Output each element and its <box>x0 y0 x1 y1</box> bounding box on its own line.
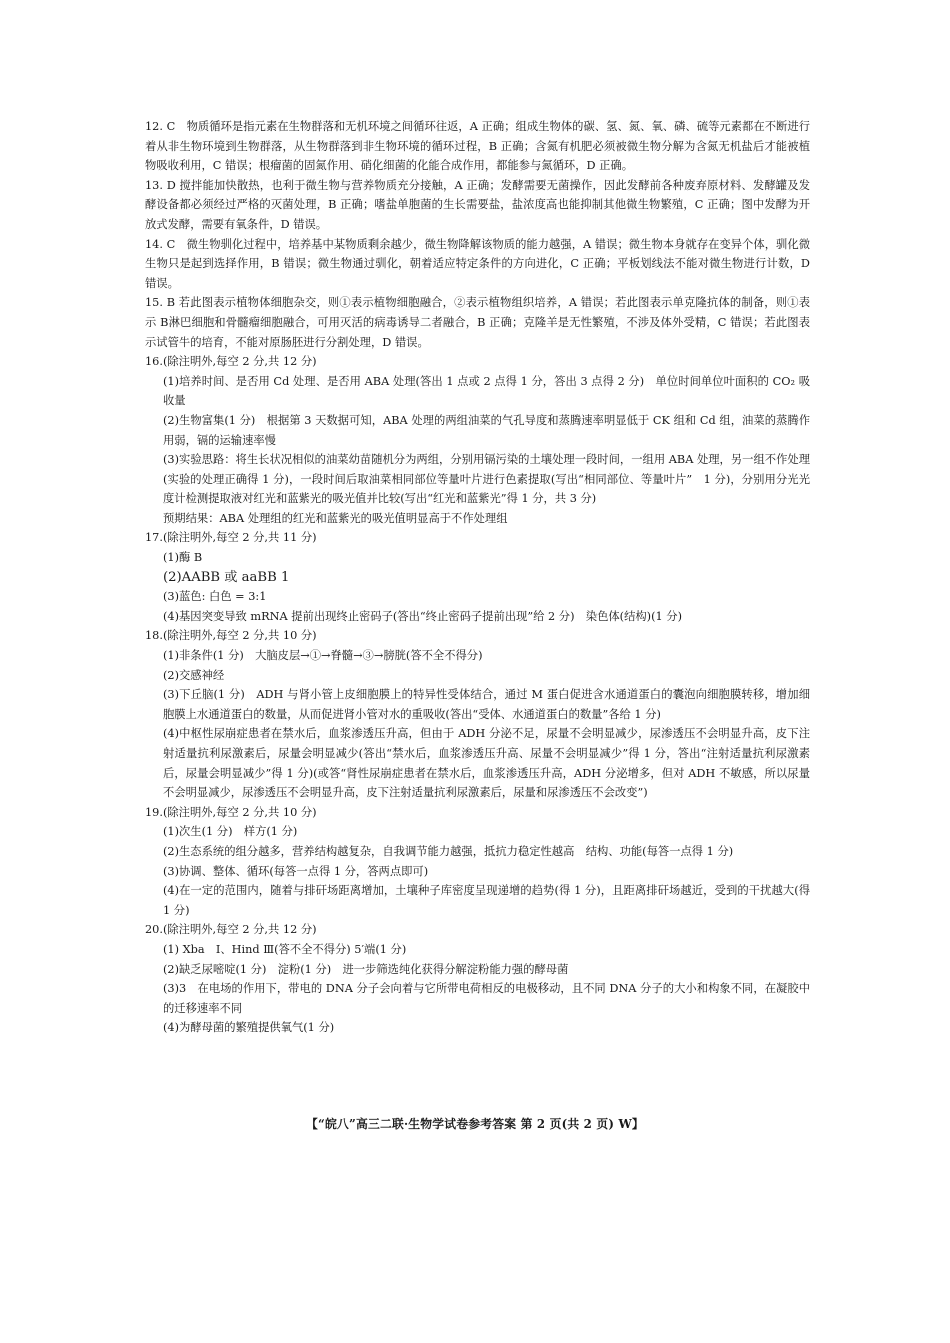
answer-18-4: (4)中枢性尿崩症患者在禁水后，血浆渗透压升高，但由于 ADH 分泌不足，尿量不会明显减少，尿渗透压不会明显升高，皮下注射适量抗利尿激素后，尿量会明显减少(答出“禁水后，血浆渗透压升高、尿量不会明显减少”得 1 分，答出“注射适量抗利尿激素后，尿量会明显减少”得 1 分)(或答“肾性尿崩症患者在禁水后，血浆渗透压升高，ADH 分泌增多，但对 ADH 不敏感，所以尿量不会明显减少，尿渗透压不会明显升高，皮下注射适量抗利尿激素后，尿量和尿渗透压不会改变”) <box>163 727 810 800</box>
question-20-header: 20.(除注明外,每空 2 分,共 12 分) <box>145 923 317 937</box>
question-17-header: 17.(除注明外,每空 2 分,共 11 分) <box>145 531 317 545</box>
answer-14: 14. C 微生物驯化过程中，培养基中某物质剩余越少，微生物降解该物质的能力越强，A 错误；微生物本身就存在变异个体，驯化微生物只是起到选择作用，B 错误；微生物通过驯化，朝着适应特定条件的方向进化，C 正确；平板划线法不能对微生物进行计数，D 错误。 <box>145 237 810 290</box>
answer-17-1: (1)酶 B <box>163 551 203 565</box>
answer-19-1: (1)次生(1 分) 样方(1 分) <box>163 825 298 839</box>
answer-19-4: (4)在一定的范围内，随着与排矸场距离增加，土壤种子库密度呈现递增的趋势(得 1 分)，且距离排矸场越近，受到的干扰越大(得 1 分) <box>163 884 810 917</box>
question-16-header: 16.(除注明外,每空 2 分,共 12 分) <box>145 355 317 369</box>
answer-18-2: (2)交感神经 <box>163 668 225 682</box>
answer-16-1: (1)培养时间、是否用 Cd 处理、是否用 ABA 处理(答出 1 点或 2 点得 1 分，答出 3 点得 2 分) 单位时间单位叶面积的 CO₂ 吸收量 <box>163 374 810 408</box>
answer-13: 13. D 搅拌能加快散热，也利于微生物与营养物质充分接触，A 正确；发酵需要无菌操作，因此发酵前各种废弃原材料、发酵罐及发酵设备都必须经过严格的灭菌处理，B 正确；嗜盐单胞菌的生长需要盐，盐浓度高也能抑制其他微生物繁殖，C 正确；图中发酵为开放式发酵，需要有氧条件，D 错误。 <box>145 178 810 231</box>
question-19-header: 19.(除注明外,每空 2 分,共 10 分) <box>145 805 317 819</box>
answer-20-3: (3)3 在电场的作用下，带电的 DNA 分子会向着与它所带电荷相反的电极移动，且不同 DNA 分子的大小和构象不同，在凝胶中的迁移速率不同 <box>163 982 810 1015</box>
answer-20-4: (4)为酵母菌的繁殖提供氧气(1 分) <box>163 1021 335 1035</box>
answer-16-expected-result: 预期结果：ABA 处理组的红光和蓝紫光的吸光值明显高于不作处理组 <box>163 511 508 525</box>
answer-16-3: (3)实验思路：将生长状况相似的油菜幼苗随机分为两组，分别用镉污染的土壤处理一段时间，一组用 ABA 处理，另一组不作处理(实验的处理正确得 1 分)，一段时间后取油菜相同部位等量叶片进行色素提取(写出“相同部位、等量叶片” 1 分)，分别用分光光度计检测提取液对红光和蓝紫光的吸光值并比较(写出“红光和蓝紫光”得 1 分，共 3 分) <box>163 453 810 506</box>
page-footer: 【“皖八”高三二联·生物学试卷参考答案 第 2 页(共 2 页) W】 <box>306 1117 644 1131</box>
answer-20-1: (1) Xba Ⅰ、Hind Ⅲ(答不全不得分) 5′端(1 分) <box>163 942 407 956</box>
answer-17-4: (4)基因突变导致 mRNA 提前出现终止密码子(答出“终止密码子提前出现”给 2 分) 染色体(结构)(1 分) <box>163 609 682 623</box>
answer-document <box>145 117 810 1038</box>
question-18-header: 18.(除注明外,每空 2 分,共 10 分) <box>145 629 317 643</box>
answer-18-3: (3)下丘脑(1 分) ADH 与肾小管上皮细胞膜上的特异性受体结合，通过 M 蛋白促进含水通道蛋白的囊泡向细胞膜转移，增加细胞膜上水通道蛋白的数量，从而促进肾小管对水的重吸收(答出“受体、水通道蛋白的数量”各给 1 分) <box>163 688 810 721</box>
answer-17-2: (2)AABB 或 aaBB 1 <box>163 569 290 585</box>
answer-15: 15. B 若此图表示植物体细胞杂交，则①表示植物细胞融合，②表示植物组织培养，A 错误；若此图表示单克隆抗体的制备，则①表示 B淋巴细胞和骨髓瘤细胞融合，可用灭活的病毒诱导二者融合，B 正确；克隆羊是无性繁殖，不涉及体外受精，C 错误；若此图表示试管牛的培育，不能对原肠胚进行分割处理，D 错误。 <box>145 296 810 349</box>
answer-18-1: (1)非条件(1 分) 大脑皮层→①→脊髓→③→膀胱(答不全不得分) <box>163 649 483 663</box>
answer-20-2: (2)缺乏尿嘧啶(1 分) 淀粉(1 分) 进一步筛选纯化获得分解淀粉能力强的酵母菌 <box>163 962 569 976</box>
answer-19-3: (3)协调、整体、循环(每答一点得 1 分，答两点即可) <box>163 864 429 878</box>
answer-12: 12. C 物质循环是指元素在生物群落和无机环境之间循环往返，A 正确；组成生物体的碳、氢、氮、氧、磷、硫等元素都在不断进行着从非生物环境到生物群落，从生物群落到非生物环境的循环过程，B 正确；含氮有机肥必须被微生物分解为含氮无机盐后才能被植物吸收利用，C 错误；根瘤菌的固氮作用、硝化细菌的化能合成作用，都能参与氮循环，D 正确。 <box>145 120 810 173</box>
answer-19-2: (2)生态系统的组分越多，营养结构越复杂，自我调节能力越强，抵抗力稳定性越高 结构、功能(每答一点得 1 分) <box>163 844 734 858</box>
answer-17-3: (3)蓝色: 白色 = 3:1 <box>163 590 267 604</box>
answer-16-2: (2)生物富集(1 分) 根据第 3 天数据可知，ABA 处理的两组油菜的气孔导度和蒸腾速率明显低于 CK 组和 Cd 组，油菜的蒸腾作用弱，镉的运输速率慢 <box>163 413 810 447</box>
